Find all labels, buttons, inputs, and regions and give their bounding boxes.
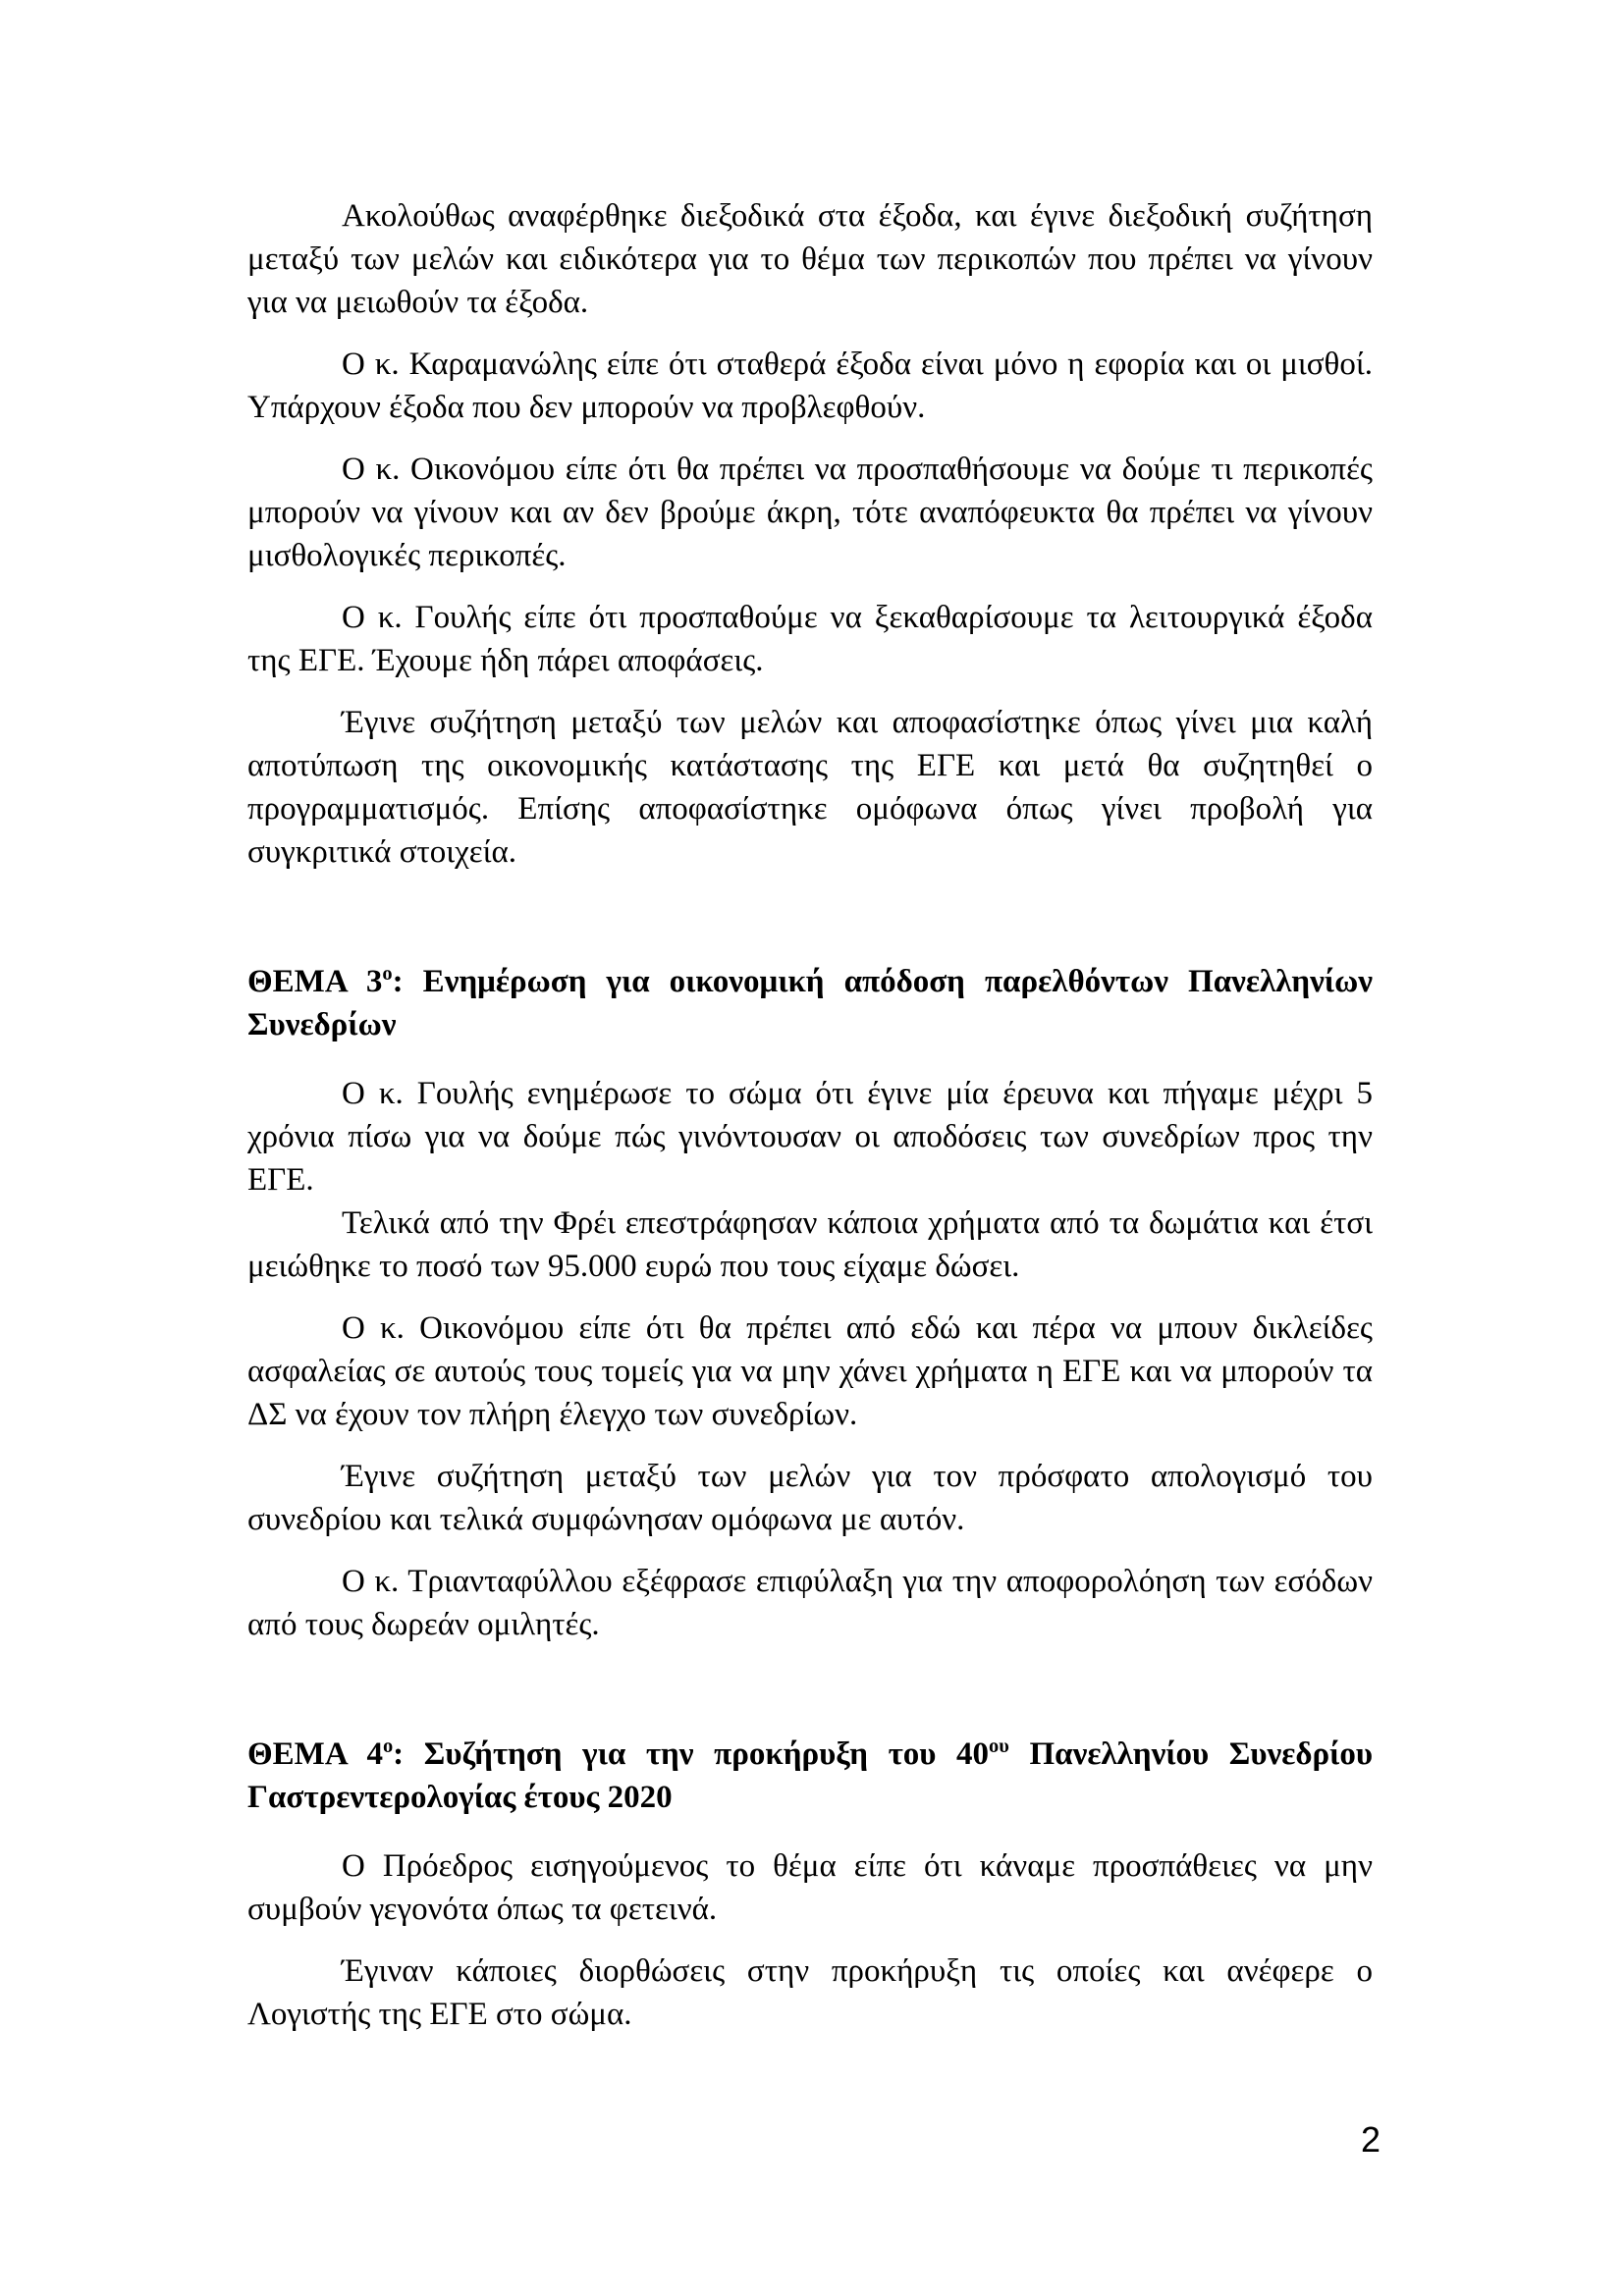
- para-expenses-overview: Ακολούθως αναφέρθηκε διεξοδικά στα έξοδα, και έγινε διεξοδική συζήτηση μεταξύ των μελών και ειδικότερα για το θέμα των περικοπών που πρέπει να γίνουν για να μειωθούν τα έξοδα.: [247, 198, 1373, 320]
- para-karamanolis-fixed-expenses: Ο κ. Καραμανώλης είπε ότι σταθερά έξοδα είναι μόνο η εφορία και οι μισθοί. Υπάρχουν έξοδα που δεν μπορούν να προβλεφθούν.: [247, 347, 1373, 425]
- para-oikonomou-safeguards: Ο κ. Οικονόμου είπε ότι θα πρέπει από εδώ και πέρα να μπουν δικλείδες ασφαλείας σε αυτούς τους τομείς για να μην χάνει χρήματα η ΕΓΕ και να μπορούν τα ΔΣ να έχουν τον πλήρη έλεγχο των συνεδρίων.: [247, 1310, 1373, 1432]
- para-triantafyllou-reservation: Ο κ. Τριανταφύλλου εξέφρασε επιφύλαξη για την αποφορολόηση των εσόδων από τους δωρεάν ομιλητές.: [247, 1564, 1373, 1642]
- section-heading-thema-3: [247, 960, 1373, 1046]
- para-proclamation-corrections: Έγιναν κάποιες διορθώσεις στην προκήρυξη τις οποίες και ανέφερε ο Λογιστής της ΕΓΕ στο σώμα.: [247, 1953, 1373, 2032]
- heading-number: ΘΕΜΑ 4: [247, 1736, 383, 1772]
- heading-ordinal-sup-2: ου: [989, 1735, 1009, 1757]
- para-frei-refund: Τελικά από την Φρέι επεστράφησαν κάποια χρήματα από τα δωμάτια και έτσι μειώθηκε το ποσό των 95.000 ευρώ που τους είχαμε δώσει.: [247, 1205, 1373, 1284]
- page-content: [247, 194, 1373, 2055]
- heading-text-rest: Πανελληνίου Συνεδρίου Γαστρεντερολογίας έτους 2020: [247, 1736, 1373, 1815]
- heading-ordinal-sup: ο: [382, 1735, 394, 1757]
- para-president-efforts: Ο Πρόεδρος εισηγούμενος το θέμα είπε ότι κάναμε προσπάθειες να μην συμβούν γεγονότα όπως τα φετεινά.: [247, 1848, 1373, 1927]
- heading-text: : Ενημέρωση για οικονομική απόδοση παρελθόντων Πανελληνίων Συνεδρίων: [247, 964, 1373, 1042]
- para-congress-report-discussion: Έγινε συζήτηση μεταξύ των μελών για τον πρόσφατο απολογισμό του συνεδρίου και τελικά συμφώνησαν ομόφωνα με αυτόν.: [247, 1459, 1373, 1537]
- section-heading-thema-4: [247, 1733, 1373, 1819]
- para-goulis-survey: Ο κ. Γουλής ενημέρωσε το σώμα ότι έγινε μία έρευνα και πήγαμε μέχρι 5 χρόνια πίσω για να δούμε πώς γινόντουσαν οι αποδόσεις των συνεδρίων προς την ΕΓΕ.: [247, 1076, 1373, 1198]
- para-oikonomou-cuts: Ο κ. Οικονόμου είπε ότι θα πρέπει να προσπαθήσουμε να δούμε τι περικοπές μπορούν να γίνουν και αν δεν βρούμε άκρη, τότε αναπόφευκτα θα πρέπει να γίνουν μισθολογικές περικοπές.: [247, 452, 1373, 573]
- heading-number: ΘΕΜΑ 3: [247, 964, 383, 999]
- heading-text: : Συζήτηση για την προκήρυξη του 40: [393, 1736, 990, 1772]
- page-number: 2: [1361, 2119, 1381, 2160]
- heading-ordinal-sup: ο: [382, 963, 393, 985]
- para-goulis-operating-expenses: Ο κ. Γουλής είπε ότι προσπαθούμε να ξεκαθαρίσουμε τα λειτουργικά έξοδα της ΕΓΕ. Έχουμε ήδη πάρει αποφάσεις.: [247, 600, 1373, 678]
- para-decision-financial-overview: Έγινε συζήτηση μεταξύ των μελών και αποφασίστηκε όπως γίνει μια καλή αποτύπωση της οικονομικής κατάστασης της ΕΓΕ και μετά θα συζητηθεί ο προγραμματισμός. Επίσης αποφασίστηκε ομόφωνα όπως γίνει προβολή για συγκριτικά στοιχεία.: [247, 705, 1373, 870]
